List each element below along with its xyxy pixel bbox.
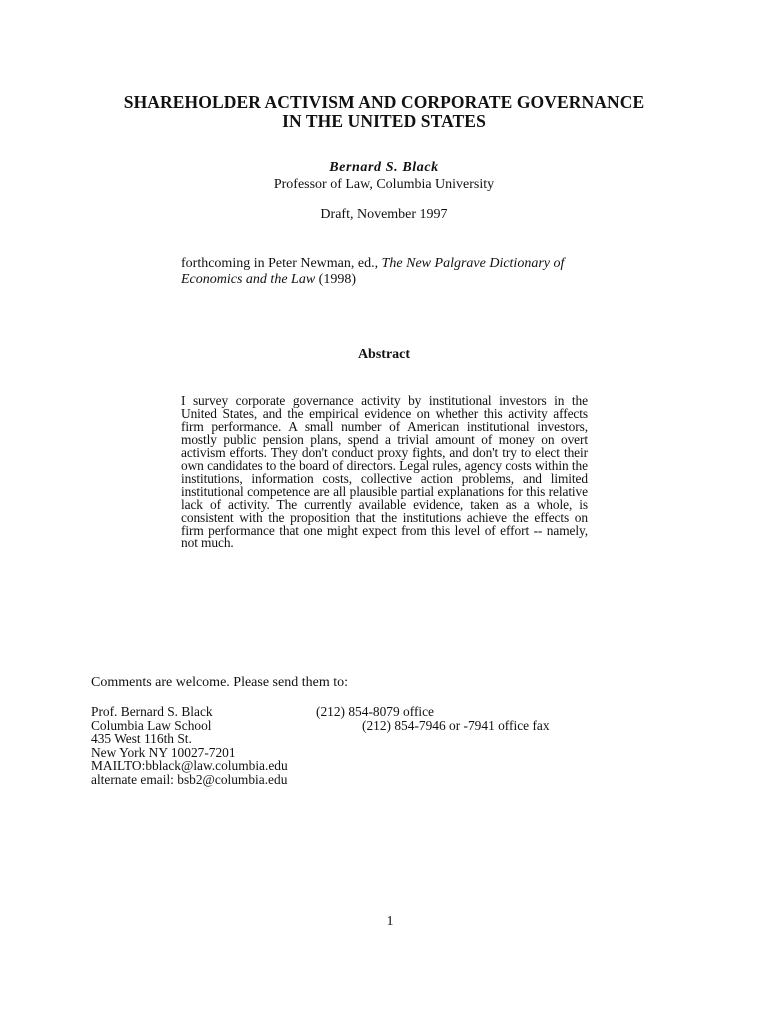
contact-mailto: MAILTO:bblack@law.columbia.edu (91, 758, 288, 774)
contact-alt-email: alternate email: bsb2@columbia.edu (91, 771, 288, 787)
paper-title (0, 93, 768, 131)
contact-city: New York NY 10027-7201 (91, 744, 236, 760)
title-line-1: SHAREHOLDER ACTIVISM AND CORPORATE GOVERNANCE (123, 92, 645, 112)
title-line-2: IN THE UNITED STATES (282, 111, 486, 131)
contact-street: 435 West 116th St. (91, 731, 192, 747)
comments-note: Comments are welcome. Please send them to: (91, 675, 348, 690)
contact-phone-office: (212) 854-8079 office (316, 704, 435, 719)
publication-suffix: (1998) (315, 271, 356, 287)
publication-book-title: The New Palgrave Dictionary of Economics and the Law (181, 256, 565, 287)
abstract-text: I survey corporate governance activity by institutional investors in the United States, and the empirical evidence on whether this activity affects firm performance. A small number of American institutional investors, mostly public pension plans, spend a trivial amount of money on overt activism efforts. They don't conduct proxy fights, and don't try to elect their own candidates to the board of directors. Legal rules, agency costs within the institutions, information costs, collective action problems, and limited institutional competence are all plausible partial explanations for this relative lack of activity. The currently available evidence, taken as a whole, is consistent with the proposition that the institutions achieve the effects on firm performance that one might expect from this level of effort -- namely, not much. (181, 393, 588, 551)
contact-phone-fax: (212) 854-7946 or -7941 office fax (362, 717, 550, 733)
draft-date: Draft, November 1997 (320, 207, 448, 222)
author-name: Bernard S. Black (329, 160, 439, 175)
page-number: 1 (386, 914, 394, 929)
publication-prefix: forthcoming in Peter Newman, ed., (181, 256, 382, 271)
contact-school: Columbia Law School (91, 717, 212, 733)
contact-name: Prof. Bernard S. Black (91, 704, 213, 719)
abstract-heading: Abstract (357, 347, 411, 362)
contact-address-block (91, 705, 288, 787)
publication-note (181, 256, 591, 287)
author-affiliation: Professor of Law, Columbia University (273, 177, 495, 192)
